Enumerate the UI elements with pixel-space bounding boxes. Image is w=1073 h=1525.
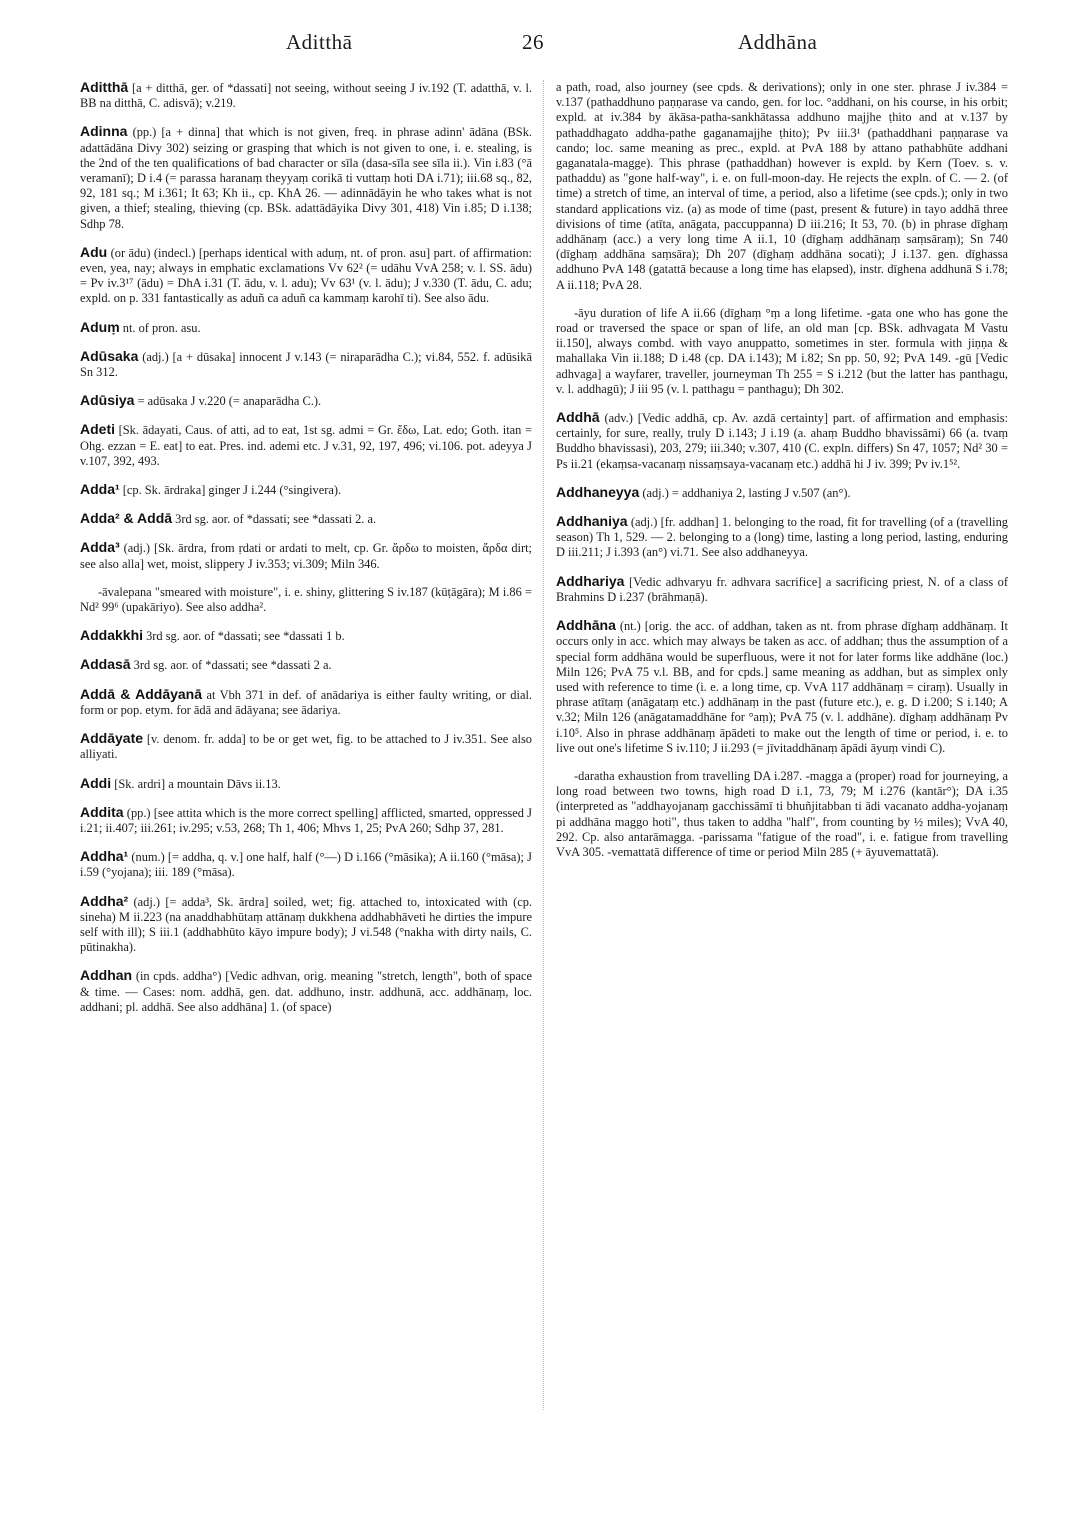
- entry-text: nt. of pron. asu.: [119, 320, 201, 335]
- entry-text: [v. denom. fr. adda] to be or get wet, fig. to be attached to J iv.351. See also alliyati.: [80, 732, 532, 762]
- headword: Adda³: [80, 539, 120, 556]
- dictionary-entry: [80, 731, 532, 762]
- sub-entry: [556, 306, 1008, 397]
- sub-entry: [80, 585, 532, 615]
- headword: Addā & Addāyanā: [80, 685, 203, 702]
- headword: Addasā: [80, 656, 131, 673]
- dictionary-entry: [80, 540, 532, 571]
- dictionary-entry: [80, 776, 532, 792]
- entry-text: = adūsaka J v.220 (= anaparādha C.).: [134, 394, 322, 409]
- dictionary-entry: [80, 320, 532, 336]
- dictionary-entry: [80, 968, 532, 1015]
- dictionary-entry: [556, 618, 1008, 756]
- headword: Aditthā: [80, 79, 129, 95]
- dictionary-entry: [80, 245, 532, 307]
- headword: Addhaneyya: [556, 483, 640, 500]
- dictionary-entry: [80, 511, 532, 527]
- page-header: [0, 30, 1073, 60]
- dictionary-entry: [80, 849, 532, 880]
- headword: Addakkhi: [80, 627, 144, 644]
- dictionary-entry: [80, 805, 532, 836]
- dictionary-entry: [80, 422, 532, 469]
- entry-text: -daratha exhaustion from travelling DA i.287. -magga a (proper) road for journeying, a long road between two towns, high road D i.1, 73, 79; M i.276 (kantār°); DA i.35 (interpreted as "addhayojanaṃ gacchissāmī ti bhuñjitabban ti ādi vacanato addha-yojanaṃ pi addhāna maggo hoti", thus taken to addha "half", from counting by ½ miles); VvA 40, 292. Cp. also antarāmagga. -parissama "fatigue of the road", i. e. fatigue from travelling VvA 305. -vemattatā difference of time or period Miln 285 (+ āyuvemattatā).: [556, 768, 1008, 859]
- entry-text: (adj.) [fr. addhan] 1. belonging to the road, fit for travelling (of a (travelling season) Th 1, 529. — 2. belonging to a (long) time, lasting a long period, lasting, enduring D iii.211; J i.393 (an°) vi.71. See also addhaneyya.: [556, 515, 1008, 560]
- entry-text: (adj.) [Sk. ārdra, from ṛdati or ardati to melt, cp. Gr. ἄρδω to moisten, ἄρδα dirt; see also alla] wet, moist, slippery J iv.353; vi.309; Miln 346.: [80, 541, 532, 571]
- dictionary-entry: [80, 657, 532, 673]
- headword: Addha²: [80, 892, 129, 909]
- dictionary-entry: [80, 393, 532, 409]
- entry-text: [cp. Sk. ārdraka] ginger J i.244 (°singivera).: [119, 483, 342, 498]
- dictionary-entry: [80, 349, 532, 380]
- headword: Addhan: [80, 967, 133, 984]
- dictionary-entry: [80, 628, 532, 644]
- entry-text: (nt.) [orig. the acc. of addhan, taken as nt. from phrase dīghaṃ addhānaṃ. It occurs only in acc. which may always be taken as acc. of addhan; thus the assumption of a special form addhāna would be superfluous, were it not for later forms like addhāne (loc.) Miln 126; PvA 75 v.l. BB, and for cpds.] same meaning as addhan, but as simplex only used with reference to time (i. e. a long time, cp. VvA 117 addhānaṃ = ciraṃ). Usually in phrase atītaṃ (anāgataṃ etc.) addhānaṃ in the past (future etc.), e. g. D i.200; S i.140; A v.32; Miln 126 (anāgatamaddhāne for °aṃ); PvA 75 (v. l. addhāne). dīghaṃ addhānaṃ Pv i.10⁵. Also in phrase addhānaṃ āpādeti to make out the length of time or period, i. e. to live out one's lifetime S iv.110; J ii.293 (= jīvitaddhānaṃ āpādi āyuṃ vindi C).: [556, 619, 1008, 755]
- left-column: [80, 80, 532, 1028]
- entry-text: [Sk. ardri] a mountain Dāvs ii.13.: [111, 776, 281, 791]
- dictionary-entry: [80, 687, 532, 718]
- entry-text: a path, road, also journey (see cpds. & derivations); only in one ster. phrase J iv.384 = v.137 (pathaddhuno paṇṇarase va cando, gen. for loc. °addhani, on his course, in his orbit; expld. at iv.384 by ākāsa-patha-sankhātassa addhuno majjhe ṭhito and at v.137 by pathaddhagato addha-pathe gaganamajjhe ṭhito); Pv iii.3¹ (pathaddhani paṇṇarase va cando; loc. same meaning as prec., expld. at PvA 188 by attano pathabhūte addhani gaganatala-magge). This phrase (pathaddhan) however is expld. by Kern (Toev. s. v. pathaddu) as "gone half-way", i. e. on full-moon-day. He rejects the expln. of C. — 2. (of time) a stretch of time, an interval of time, a period, also a lifetime (see cpds.); only in two standard applications viz. (a) as mode of time (past, present & future) in tayo addhā three divisions of time (atīta, anāgata, paccuppanna) D iii.216; It 53, 70. (b) in phrase dīghaṃ addhānaṃ (acc.) a very long time A ii.1, 10 (dīghaṃ addhānaṃ saṃsāraṃ); Sn 740 (dīghaṃ addhāna saṃsāra); Dh 207 (dīghaṃ addhāna socati); J i.137. gen. dīghassa addhuno PvA 148 (gatattā because a long time has elapsed), instr. dīghena addhunā S i.78; A ii.118; PvA 28.: [556, 80, 1008, 292]
- dictionary-entry: [556, 410, 1008, 472]
- entry-text: (adj.) = addhaniya 2, lasting J v.507 (an°).: [639, 485, 851, 500]
- entry-text: -āyu duration of life A ii.66 (dīghaṃ °ṃ a long lifetime. -gata one who has gone the road or traversed the space or span of life, an old man [cp. BSk. adhvagata M Vastu ii.150], always combd. with vayo anuppatto, sometimes in ster. formula with jiṇṇa & mahallaka Vin ii.188; D i.48 (cp. DA i.143); M i.82; Sn pp. 50, 92; PvA 149. -gū [Vedic adhvaga] a wayfarer, traveller, journeyman Th 255 = S i.212 (but the latter has panthagu, v. l. addhagū); J iii 95 (v. l. patthagu = panthagu); Dh 302.: [556, 305, 1008, 396]
- right-column: [556, 80, 1008, 873]
- dictionary-entry: [80, 482, 532, 498]
- page-number: 26: [522, 30, 544, 54]
- entry-text: (adv.) [Vedic addhā, cp. Av. azdā certainty] part. of affirmation and emphasis: certainly, for sure, really, truly D i.143; J i.19 (a. ahaṃ Buddho bhavissāmi) 66 (a. tvaṃ Buddho bhavissasi), 203, 279; iii.340; v.307, 410 (C. expln. differs) Sn 47, 1057; Nd² 30 = Ps ii.21 (ekaṃsa-vacanaṃ nissaṃsaya-vacanaṃ etc.) addhā hi J iv. 399; Pv iv.1⁵².: [556, 411, 1008, 471]
- dictionary-entry: [556, 574, 1008, 605]
- dictionary-entry: [556, 485, 1008, 501]
- entry-text: (num.) [= addha, q. v.] one half, half (°—) D i.166 (°māsika); A ii.160 (°māsa); J i.59 (°yojana); iii. 189 (°māsa).: [80, 850, 532, 880]
- headword: Addha¹: [80, 848, 129, 865]
- entry-text: [a + ditthā, ger. of *dassati] not seeing, without seeing J iv.192 (T. adatthā, v. l. BB na ditthā, C. adisvā); v.219.: [80, 81, 532, 111]
- headword: Addhāna: [556, 617, 616, 634]
- headword: Addhariya: [556, 572, 625, 589]
- sub-entry: [556, 769, 1008, 860]
- dictionary-entry: [556, 514, 1008, 561]
- headword: Addāyate: [80, 730, 144, 747]
- headword: Adeti: [80, 421, 115, 438]
- dictionary-entry: [80, 80, 532, 111]
- right-guideword: Addhāna: [738, 30, 818, 54]
- entry-text: (adj.) [= adda³, Sk. ārdra] soiled, wet; fig. attached to, intoxicated with (cp. sineha) M ii.223 (na anaddhabhūtaṃ attānaṃ dukkhena addhabhāveti he dirties the impure self with ill); S iii.1 (addhabhūto kāyo impure body); J vi.548 (°nakha with dirty nails, C. pūtinakha).: [80, 894, 532, 955]
- headword: Adūsiya: [80, 392, 135, 409]
- headword: Adinna: [80, 123, 128, 140]
- headword: Addita: [80, 803, 124, 820]
- entry-text: (or ādu) (indecl.) [perhaps identical with aduṃ, nt. of pron. asu] part. of affirmation: even, yea, nay; always in emphatic exclamations Vv 62² (= udāhu VvA 258; v. l. SS. ādu) = Pv iv.3¹⁷ (ādu) = DhA i.31 (T. ādu, v. l. adu); Vv 63¹ (v. l. ādu); J v.330 (T. ādu, C. adu; expld. on p. 331 fantastically as aduñ ca aduñ ca kammaṃ karohī ti). See also ādu.: [80, 245, 532, 306]
- dictionary-entry: [80, 124, 532, 231]
- entry-text: [Sk. ādayati, Caus. of atti, ad to eat, 1st sg. admi = Gr. ἔδω, Lat. edo; Goth. itan = Ohg. ezzan = E. eat] to eat. Pres. ind. ademi etc. J v.31, 92, 197, 496; vi.106. pot. adeyya J v.107, 392, 493.: [80, 423, 532, 468]
- headword: Addi: [80, 774, 112, 791]
- entry-text: 3rd sg. aor. of *dassati; see *dassati 2 a.: [130, 658, 332, 673]
- headword: Adūsaka: [80, 347, 139, 364]
- entry-text: (pp.) [a + dinna] that which is not given, freq. in phrase adinn' ādāna (BSk. adattādāna Divy 302) seizing or grasping that which is not given to one, i. e. stealing, is the 2nd of the ten qualifications of bad character or sīla (dasa-sīla see sīla ii.). Vin i.83 (°ā veramanī); D i.4 (= parassa haranaṃ theyyaṃ corikā ti vuttaṃ hoti DA i.71); iii.68 sq., 82, 92, 181 sq.; M i.361; It 63; Kh ii., cp. KhA 26. — adinnādāyin he who takes what is not given, a thief; stealing, thieving (cp. BSk. adattādāyika Divy 301, 418) Vin i.85; D i.138; Sdhp 78.: [80, 125, 532, 231]
- headword: Adu: [80, 243, 108, 260]
- headword: Addhā: [556, 409, 600, 426]
- entry-text: 3rd sg. aor. of *dassati; see *dassati 1 b.: [143, 629, 345, 644]
- left-guideword: Aditthā: [286, 30, 353, 54]
- headword: Adda¹: [80, 481, 120, 498]
- headword: Aduṃ: [80, 318, 120, 335]
- entry-text: -āvalepana "smeared with moisture", i. e. shiny, glittering S iv.187 (kūṭāgāra); M i.86 = Nd² 99⁶ (upakāriyo). See also addha².: [80, 584, 532, 615]
- entry-text: (pp.) [see attita which is the more correct spelling] afflicted, smarted, oppressed J i.21; ii.407; iii.261; iv.295; v.53, 268; Th 1, 406; Mhvs 1, 25; PvA 260; Sdhp 37, 281.: [80, 805, 532, 835]
- dictionary-entry: [556, 80, 1008, 293]
- dictionary-entry: [80, 894, 532, 956]
- entry-text: at Vbh 371 in def. of anādariya is either faulty writing, or dial. form or pop. etym. for ādā and ādāyana; see ādariya.: [80, 687, 532, 717]
- entry-text: (in cpds. addha°) [Vedic adhvan, orig. meaning "stretch, length", both of space & time. — Cases: nom. addhā, gen. dat. addhuno, instr. addhunā, acc. addhānaṃ, loc. addhani; pl. addhā. See also addhāna] 1. (of space): [80, 969, 532, 1014]
- headword: Addhaniya: [556, 513, 628, 530]
- entry-text: (adj.) [a + dūsaka] innocent J v.143 (= niraparādha C.); vi.84, 552. f. adūsikā Sn 312.: [80, 349, 532, 380]
- headword: Adda² & Addā: [80, 510, 173, 527]
- entry-text: [Vedic adhvaryu fr. adhvara sacrifice] a sacrificing priest, N. of a class of Brahmins D i.237 (brāhmaṇā).: [556, 574, 1008, 604]
- column-divider: [543, 80, 544, 1410]
- entry-text: 3rd sg. aor. of *dassati; see *dassati 2. a.: [172, 512, 377, 527]
